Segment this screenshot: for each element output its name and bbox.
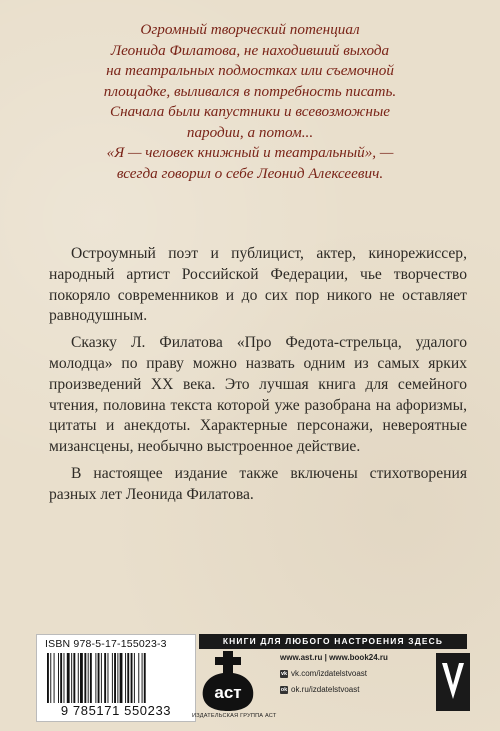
quote-line: Огромный творческий потенциал [140,21,360,38]
publisher-caption: ИЗДАТЕЛЬСКАЯ ГРУППА АСТ [192,713,277,719]
isbn-barcode-box [36,634,196,722]
ast-logo-icon [197,651,259,711]
quote-line: площадке, выливался в потребность писать. [103,82,397,100]
slogan-banner: КНИГИ ДЛЯ ЛЮБОГО НАСТРОЕНИЯ ЗДЕСЬ [199,634,467,649]
ok-link-text: ok.ru/izdatelstvoast [291,685,360,694]
barcode-graphic [43,653,189,703]
isbn-label: ISBN 978-5-17-155023-3 [45,638,167,650]
ast-logo-text: аст [214,683,242,702]
quote-line: на театральных подмостках или съемочной [106,62,394,79]
vk-icon: vk [280,670,288,677]
quote-line: «Я — человек книжный и театральный», — [106,144,394,161]
website-links[interactable]: www.ast.ru | www.book24.ru [280,653,388,662]
publisher-links [280,651,430,694]
vk-link[interactable] [280,669,430,678]
quote-line: Леонида Филатова, не находивший выхода [110,41,390,59]
vk-link-text: vk.com/izdatelstvoast [291,669,368,678]
book-description [49,244,467,512]
ok-link[interactable] [280,685,430,694]
quote-line: пародии, а потом... [186,123,314,141]
description-paragraph: Остроумный поэт и публицист, актер, кинорежиссер, народный артист Российской Федерации, чье творчество покоряло современников и до сих пор никого не оставляет равнодушным. [49,245,467,325]
description-paragraph: Сказку Л. Филатова «Про Федота-стрельца, удалого молодца» по праву можно назвать одним из самых ярких произведений XX века. Это лучшая книга для семейного чтения, половина текста которой уже разобрана на афоризмы, цитаты и анекдоты. Характерные персонажи, невероятные мизансцены, необычно выстроенное действие. [49,334,467,456]
barcode-number: 9 785171 550233 [60,703,172,718]
quote-line: Сначала были капустники и всевозможные [109,103,390,120]
cover-quote [30,20,470,184]
description-paragraph: В настоящее издание также включены стихотворения разных лет Леонида Филатова. [49,464,467,503]
v-logo-icon [436,653,470,711]
ok-icon: ok [280,686,288,693]
quote-line: всегда говорил о себе Леонид Алексеевич. [116,164,384,182]
